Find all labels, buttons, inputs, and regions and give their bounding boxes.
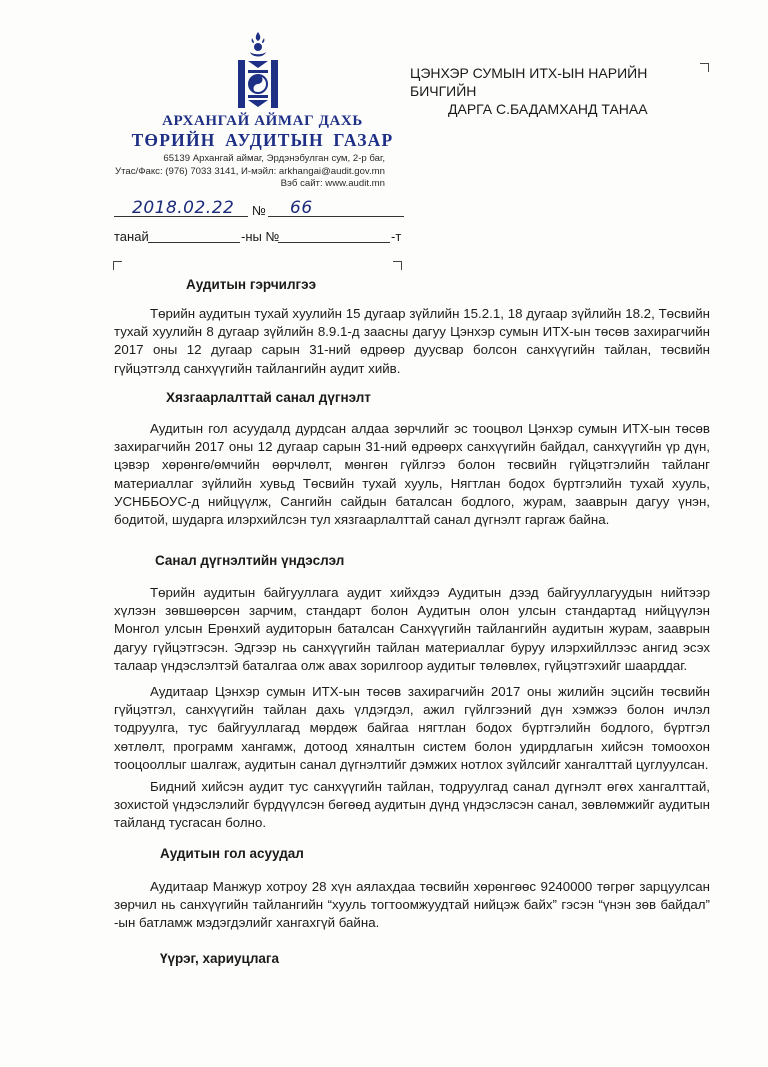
your-ref-number-underline: [278, 242, 390, 243]
org-address: 65139 Архангай аймаг, Эрдэнэбулган сум, 2-р баг,: [163, 153, 385, 164]
number-label: №: [252, 203, 266, 218]
your-ref-date-underline: [148, 242, 240, 243]
number-underline: [268, 216, 404, 217]
paragraph: Аудитаар Цэнхэр сумын ИТХ-ын төсөв захирагчийн 2017 оны жилийн эцсийн төсвийн гүйцэтгэл, санхүүгийн тайлан дахь үлдэгдэл, ажил гүйлгээний дүн хэмжээ болон ичлэл тодруулга, тус байгууллагад мөрдөж байгаа нягтлан бодох бүртгэлийн бодлого, бүртгэл хөтлөлт, программ хангамж, дотоод хяналтын систем болон удирдлагын хийсэн томоохон тооцооллыг шалгаж, аудитын санал дүгнэлтийг дэмжих нотлох зүйлсийг хангалттай цуглуулсан.: [114, 684, 710, 772]
handwritten-date: 2018.02.22: [132, 198, 235, 218]
org-phone-email: Утас/Факс: (976) 7033 3141, И-мэйл: arkhangai@audit.gov.mn: [115, 165, 385, 177]
your-ref-suffix: -т: [391, 229, 402, 244]
paragraph: Аудитын гол асуудалд дурдсан алдаа зөрчлийг эс тооцвол Цэнхэр сумын ИТХ-ын төсөв захирагчийн 2017 оны 12 дугаар сарын 31-ний өдрөөрх санхүүгийн байдал, санхүүгийн үр дүн, цэвэр хөрөнгө/өмчийн өөрчлөлт, мөнгөн гүйлгээ болон төсвийн гүйцэтгэлийн тайланг материаллаг зүйлийн хувьд Төсвийн тухай хууль, Нягтлан бодох бүртгэлийн тухай хууль, УСНББОУС-д нийцүүлж, Сангийн сайдын баталсан бодлого, журам, зааврын дагуу үнэн, бодитой, шударга илэрхийлсэн тул хязгаарлалттай санал дүгнэлт гаргаж байна.: [114, 421, 710, 528]
handwritten-number: 66: [290, 198, 313, 218]
addressee-line1: ЦЭНХЭР СУМЫН ИТХ-ЫН НАРИЙН БИЧГИЙН: [410, 65, 648, 99]
section-heading-qualified-opinion: Хязгаарлалттай санал дүгнэлт: [166, 390, 371, 405]
paragraph: Төрийн аудитын байгууллага аудит хийхдээ Аудитын дээд байгууллагуудын нийтээр хүлээн зөвшөөрсөн зарчим, стандарт болон Аудитын олон улсын стандартад нийцүүлэн Монгол улсын Ерөнхий аудиторын баталсан Санхүүгийн тайлангийн аудитын журам, зааврын дагуу гүйцэтгэсэн. Эдгээр нь санхүүгийн тайлан материаллаг буруу илэрхийллээс ангид эсэх талаар үндэслэлтэй баталгаа олж авах зорилгоор аудитыг төлөвлөх, гүйцэтгэхийг шаарддаг.: [114, 585, 710, 673]
addressee-block: [410, 64, 710, 118]
org-name-line2: ТӨРИЙН АУДИТЫН ГАЗАР: [131, 130, 394, 150]
subject-corner-mark-right: [393, 261, 402, 270]
section-heading-responsibilities: Үүрэг, хариуцлага: [160, 951, 280, 966]
paragraph: Төрийн аудитын тухай хуулийн 15 дугаар зүйлийн 15.2.1, 18 дугаар зүйлийн 18.2, Төсвийн тухай хуулийн 8 дугаар зүйлийн 8.9.1-д заасны дагуу Цэнхэр сумын ИТХ-ын төсөв захирагчийн 2017 оны 12 дугаар сарын 31-ний өдрөөр дуусвар болсон санхүүгийн тайлан, төсвийн гүйцэтгэлд санхүүгийн тайлангийн аудит хийв.: [114, 306, 710, 376]
paragraph: Аудитаар Манжур хотроу 28 хүн аялахдаа төсвийн хөрөнгөөс 9240000 төгрөг зарцуулсан зөрчил нь санхүүгийн тайлангийн “хууль тогтоомжуудтай нийцэж байх” гэсэн “үнэн зөв байдал” -ын батламж мэдэгдэлийг хангахгүй байна.: [114, 879, 710, 931]
addressee-line2: ДАРГА С.БАДАМХАНД ТАНАА: [448, 101, 648, 117]
section-heading-audit-certificate: Аудитын гэрчилгээ: [186, 277, 317, 292]
subject-corner-mark-left: [113, 261, 122, 270]
section-heading-key-audit-matters: Аудитын гол асуудал: [160, 846, 304, 861]
organization-contact: [100, 153, 385, 191]
soyombo-emblem-icon: [232, 30, 284, 112]
org-name-line1: АРХАНГАЙ АЙМАГ ДАХЬ: [162, 113, 363, 129]
your-ref-middle: -ны №: [241, 229, 280, 244]
paragraph: Бидний хийсэн аудит тус санхүүгийн тайлан, тодруулгад санал дүгнэлт өгөх хангалттай, зохистой үндэслэлийг бүрдүүлсэн бөгөөд аудитын дүнд үндэслэсэн санал, зөвлөмжийг аудитын тайланд тусгасан болно.: [114, 779, 710, 831]
section-heading-basis-for-opinion: Санал дүгнэлтийн үндэслэл: [155, 553, 345, 568]
org-website: Вэб сайт: www.audit.mn: [280, 178, 385, 189]
organization-name: [130, 112, 395, 150]
your-ref-prefix: танай: [114, 229, 149, 244]
